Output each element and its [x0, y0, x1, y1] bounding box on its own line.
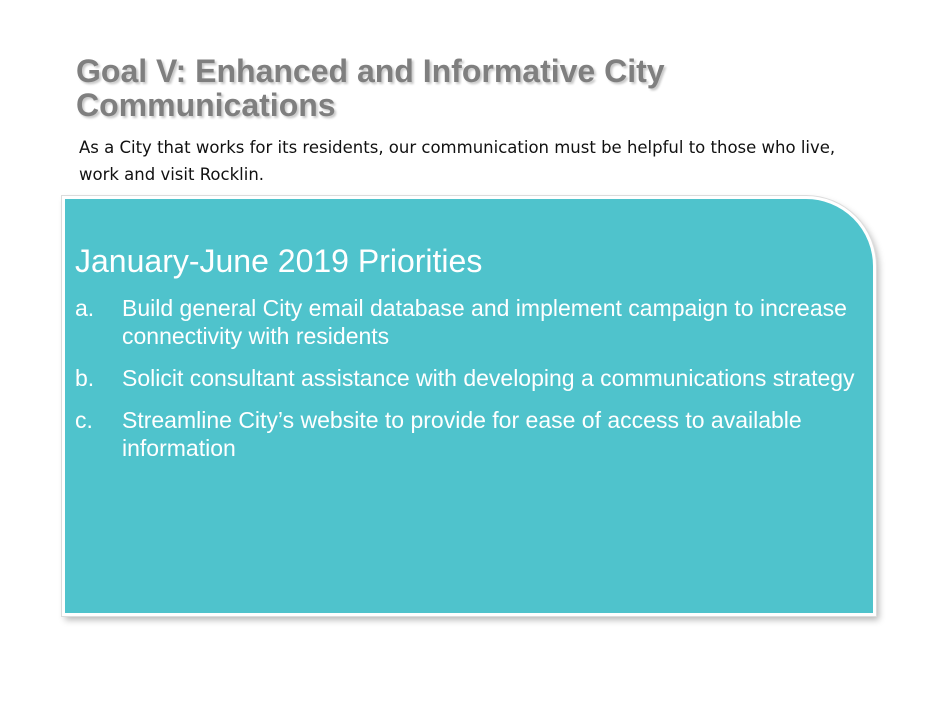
priority-marker: b. [75, 365, 95, 391]
priority-item-c [75, 406, 855, 462]
priority-item-b [75, 364, 855, 392]
priority-item-a [75, 294, 855, 350]
priority-text: Solicit consultant assistance with developing a communications strategy [122, 365, 855, 391]
priorities-heading: January-June 2019 Priorities [75, 243, 483, 279]
slide-title: Goal V: Enhanced and Informative City Communications [76, 53, 665, 123]
priorities-list [75, 294, 855, 476]
priority-marker: a. [75, 295, 95, 321]
priority-marker: c. [75, 407, 93, 433]
priority-text: Streamline City’s website to provide for ease of access to available information [122, 407, 802, 461]
slide-subtitle: As a City that works for its residents, our communication must be helpful to those who live, work and visit Rocklin. [79, 138, 836, 184]
priorities-panel [62, 196, 876, 616]
priority-text: Build general City email database and implement campaign to increase connectivity with residents [122, 295, 847, 349]
